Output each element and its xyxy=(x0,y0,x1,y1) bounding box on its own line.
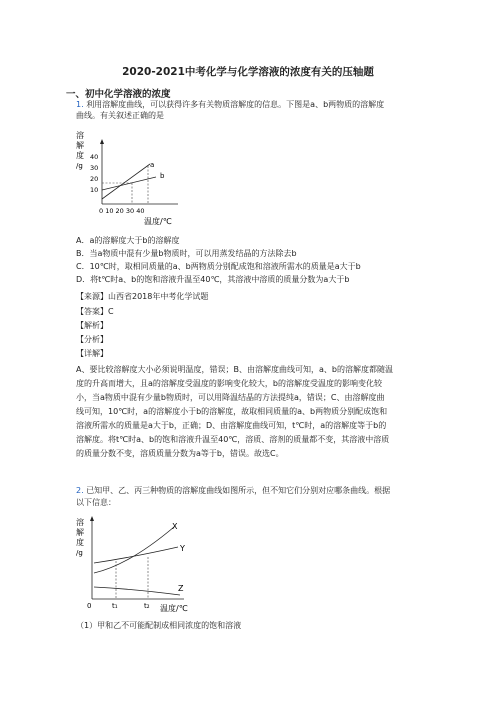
question-2-stem xyxy=(76,485,390,496)
solubility-graph-1 xyxy=(74,126,194,226)
option-d: D．将t℃时a、b的饱和溶液升温至40℃，其溶液中溶质的质量分数为a大于b xyxy=(76,275,350,284)
graph1-ytick-30: 30 xyxy=(90,164,99,172)
explanation-line-3: 小，当a物质中混有少量b物质时，可以用降温结晶的方法提纯a，错误；C、由溶解度曲 xyxy=(76,393,385,402)
analysis-tag: 【解析】 xyxy=(76,321,108,330)
graph2-curve-z xyxy=(94,587,180,595)
document-title: 2020-2021中考化学与化学溶液的浓度有关的压轴题 xyxy=(122,66,374,78)
graph2-t1: t₁ xyxy=(112,602,118,610)
option-b: B．当a物质中混有少量b物质时，可以用蒸发结晶的方法除去b xyxy=(76,249,297,258)
graph1-ytick-20: 20 xyxy=(90,175,99,183)
graph2-origin: 0 xyxy=(87,602,92,610)
question-2-item-1: （1）甲和乙不可能配制成相同浓度的饱和溶液 xyxy=(76,621,242,630)
graph2-ylabel-2: 解 xyxy=(76,528,84,537)
graph1-ytick-10: 10 xyxy=(90,186,99,194)
section-heading: 一、初中化学溶液的浓度 xyxy=(66,89,171,100)
graph2-ylabel-1: 溶 xyxy=(76,518,84,527)
graph2-label-z: Z xyxy=(178,584,184,593)
question-1-stem xyxy=(76,99,384,110)
explanation-line-1: A、要比较溶解度大小必须说明温度，错误；B、由溶解度曲线可知，a、b的溶解度都随温 xyxy=(76,365,393,374)
graph2-t2: t₂ xyxy=(144,602,150,610)
detail-tag: 【详解】 xyxy=(76,349,108,358)
graph1-curve-a xyxy=(102,164,150,199)
explanation-line-2: 度的升高而增大，且a的溶解度受温度的影响变化较大，b的溶解度受温度的影响变化较 xyxy=(76,379,382,388)
graph1-ylabel-4: /g xyxy=(76,162,83,170)
solubility-graph-2 xyxy=(74,513,204,613)
graph1-ylabel-1: 溶 xyxy=(76,131,84,140)
source-line: 【来源】山西省2018年中考化学试题 xyxy=(76,292,209,301)
explanation-line-5: 溶液所需水的质量是a大于b，正确；D、由溶解度曲线可知，t℃时，a的溶解度等于b的 xyxy=(76,421,387,430)
graph2-label-x: X xyxy=(172,522,178,531)
question-2-number: 2. xyxy=(76,486,84,495)
graph1-xlabel: 温度/℃ xyxy=(144,217,172,226)
option-a: A．a的溶解度大于b的溶解度 xyxy=(76,236,180,245)
graph1-ytick-40: 40 xyxy=(90,153,99,161)
question-1-stem-line1: 利用溶解度曲线，可以获得许多有关物质溶解度的信息。下图是a、b两物质的溶解度 xyxy=(86,100,385,109)
graph2-curve-x xyxy=(94,527,174,573)
graph2-y-arrow xyxy=(90,516,94,521)
graph2-ylabel-3: 度 xyxy=(76,538,84,547)
question-2-stem-line1: 已知甲、乙、丙三种物质的溶解度曲线如图所示，但不知它们分别对应哪条曲线。根据 xyxy=(86,486,391,495)
graph2-xlabel: 温度/℃ xyxy=(160,604,188,613)
explanation-line-4: 线可知，10℃时，a的溶解度小于b的溶解度，故取相同质量的a、b两物质分别配成饱和 xyxy=(76,407,388,416)
graph1-xticks: 0 10 20 30 40 xyxy=(99,207,145,215)
question-2-stem-line2: 以下信息： xyxy=(76,498,116,507)
fenxi-tag: 【分析】 xyxy=(76,335,108,344)
explanation-line-7: 的质量分数不变，溶质质量分数为a等于b，错误。故选C。 xyxy=(76,449,284,458)
graph1-label-a: a xyxy=(150,161,155,169)
explanation-line-6: 溶解度。将t℃时a、b的饱和溶液升温至40℃，溶质、溶剂的质量都不变，其溶液中溶质 xyxy=(76,435,390,444)
question-1-stem-line2: 曲线。有关叙述正确的是 xyxy=(76,111,164,120)
graph2-label-y: Y xyxy=(180,544,185,553)
question-1-number: 1. xyxy=(76,100,84,109)
graph1-label-b: b xyxy=(160,172,165,180)
option-c: C．10℃时，取相同质量的a、b两物质分别配成饱和溶液所需水的质量是a大于b xyxy=(76,262,361,271)
graph1-y-arrow xyxy=(100,139,104,144)
graph1-ylabel-3: 度 xyxy=(76,151,84,160)
graph1-ylabel-2: 解 xyxy=(76,141,84,150)
graph2-ylabel-4: /g xyxy=(76,549,83,557)
answer-line: 【答案】C xyxy=(76,307,114,316)
